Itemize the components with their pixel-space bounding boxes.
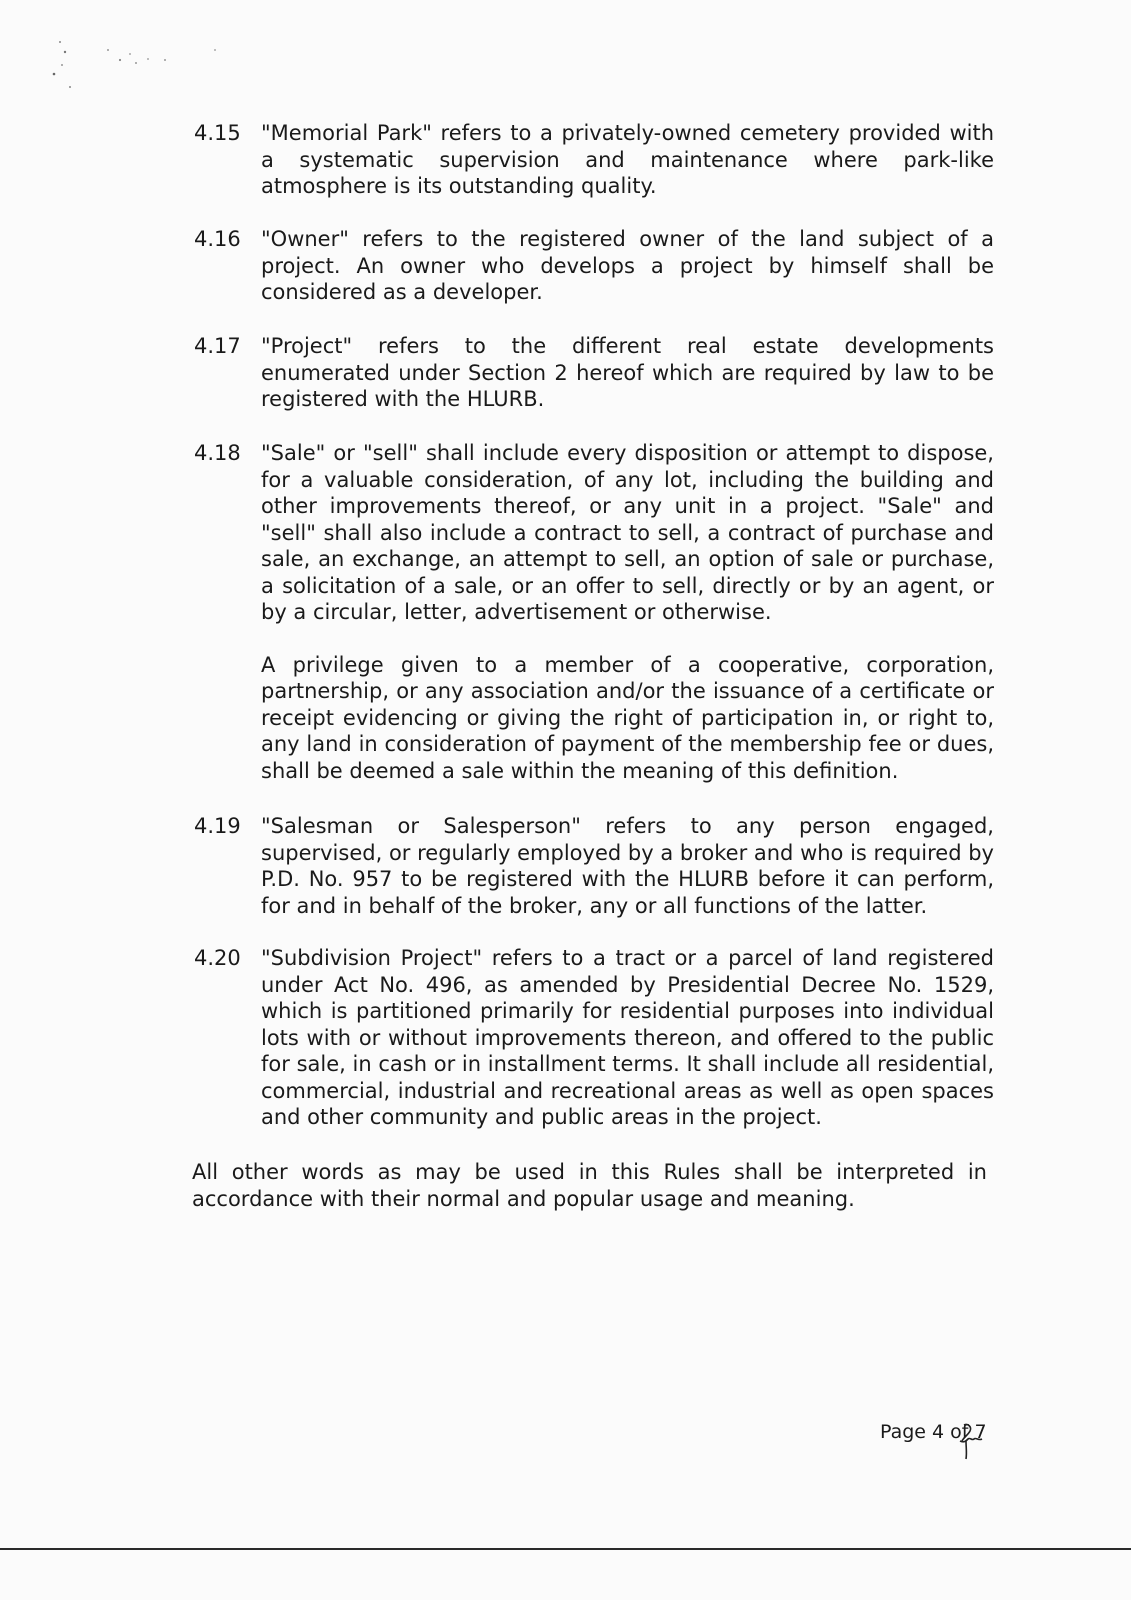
definition-paragraph: "Sale" or "sell" shall include every disposition or attempt to dispose, for a valuable consideration, of any lot, including the building and other improvements thereof, or any unit in a project. "Sale" and "sell" shall also include a contract to sell, a contract of purchase and sale, an exchange, an attempt to sell, an option of sale or purchase, a solicitation of a sale, or an offer to sell, directly or by an agent, or by a circular, letter, advertisement or otherwise. (261, 441, 994, 624)
definition-paragraph: "Memorial Park" refers to a privately-owned cemetery provided with a systematic supervision and maintenance where park-like atmosphere is its outstanding quality. (261, 121, 994, 198)
definition-4-20 (194, 945, 994, 1131)
definition-text (261, 945, 994, 1131)
handwritten-initials (958, 1419, 998, 1469)
definition-text (261, 440, 994, 784)
definition-number: 4.18 (194, 441, 241, 465)
definition-4-15 (194, 120, 994, 200)
definition-4-19 (194, 813, 994, 919)
definition-number: 4.20 (194, 946, 241, 970)
definition-text (261, 120, 994, 200)
definition-number: 4.16 (194, 227, 241, 251)
definition-paragraph: A privilege given to a member of a cooperative, corporation, partnership, or any association and/or the issuance of a certificate or receipt evidencing or giving the right of participation in, or right to, any land in consideration of payment of the membership fee or dues, shall be deemed a sale within the meaning of this definition. (261, 652, 994, 783)
definition-4-18 (194, 440, 994, 784)
definition-4-16 (194, 226, 994, 306)
definition-4-17 (194, 333, 994, 413)
definition-paragraph: "Salesman or Salesperson" refers to any person engaged, supervised, or regularly employed by a broker and who is required by P.D. No. 957 to be registered with the HLURB before it can perform, for and in behalf of the broker, any or all functions of the latter. (261, 814, 994, 918)
definition-number: 4.17 (194, 334, 241, 358)
definition-paragraph: "Subdivision Project" refers to a tract or a parcel of land registered under Act No. 496, as amended by Presidential Decree No. 1529, which is partitioned primarily for residential purposes into individual lots with or without improvements thereon, and offered to the public for sale, in cash or in installment terms. It shall include all residential, commercial, industrial and recreational areas as well as open spaces and other community and public areas in the project. (261, 946, 994, 1129)
scan-specks (40, 30, 240, 100)
definition-number: 4.19 (194, 814, 241, 838)
definition-text (261, 226, 994, 306)
page-number: Page 4 of 7 (880, 1421, 987, 1443)
definition-text (261, 813, 994, 919)
closing-paragraph: All other words as may be used in this Rules shall be interpreted in accordance with their normal and popular usage and meaning. (192, 1160, 987, 1211)
definition-paragraph: "Project" refers to the different real estate developments enumerated under Section 2 hereof which are required by law to be registered with the HLURB. (261, 334, 994, 411)
definition-number: 4.15 (194, 121, 241, 145)
definition-text (261, 333, 994, 413)
definition-paragraph: "Owner" refers to the registered owner of the land subject of a project. An owner who develops a project by himself shall be considered as a developer. (261, 227, 994, 304)
bottom-rule (0, 1548, 1131, 1550)
